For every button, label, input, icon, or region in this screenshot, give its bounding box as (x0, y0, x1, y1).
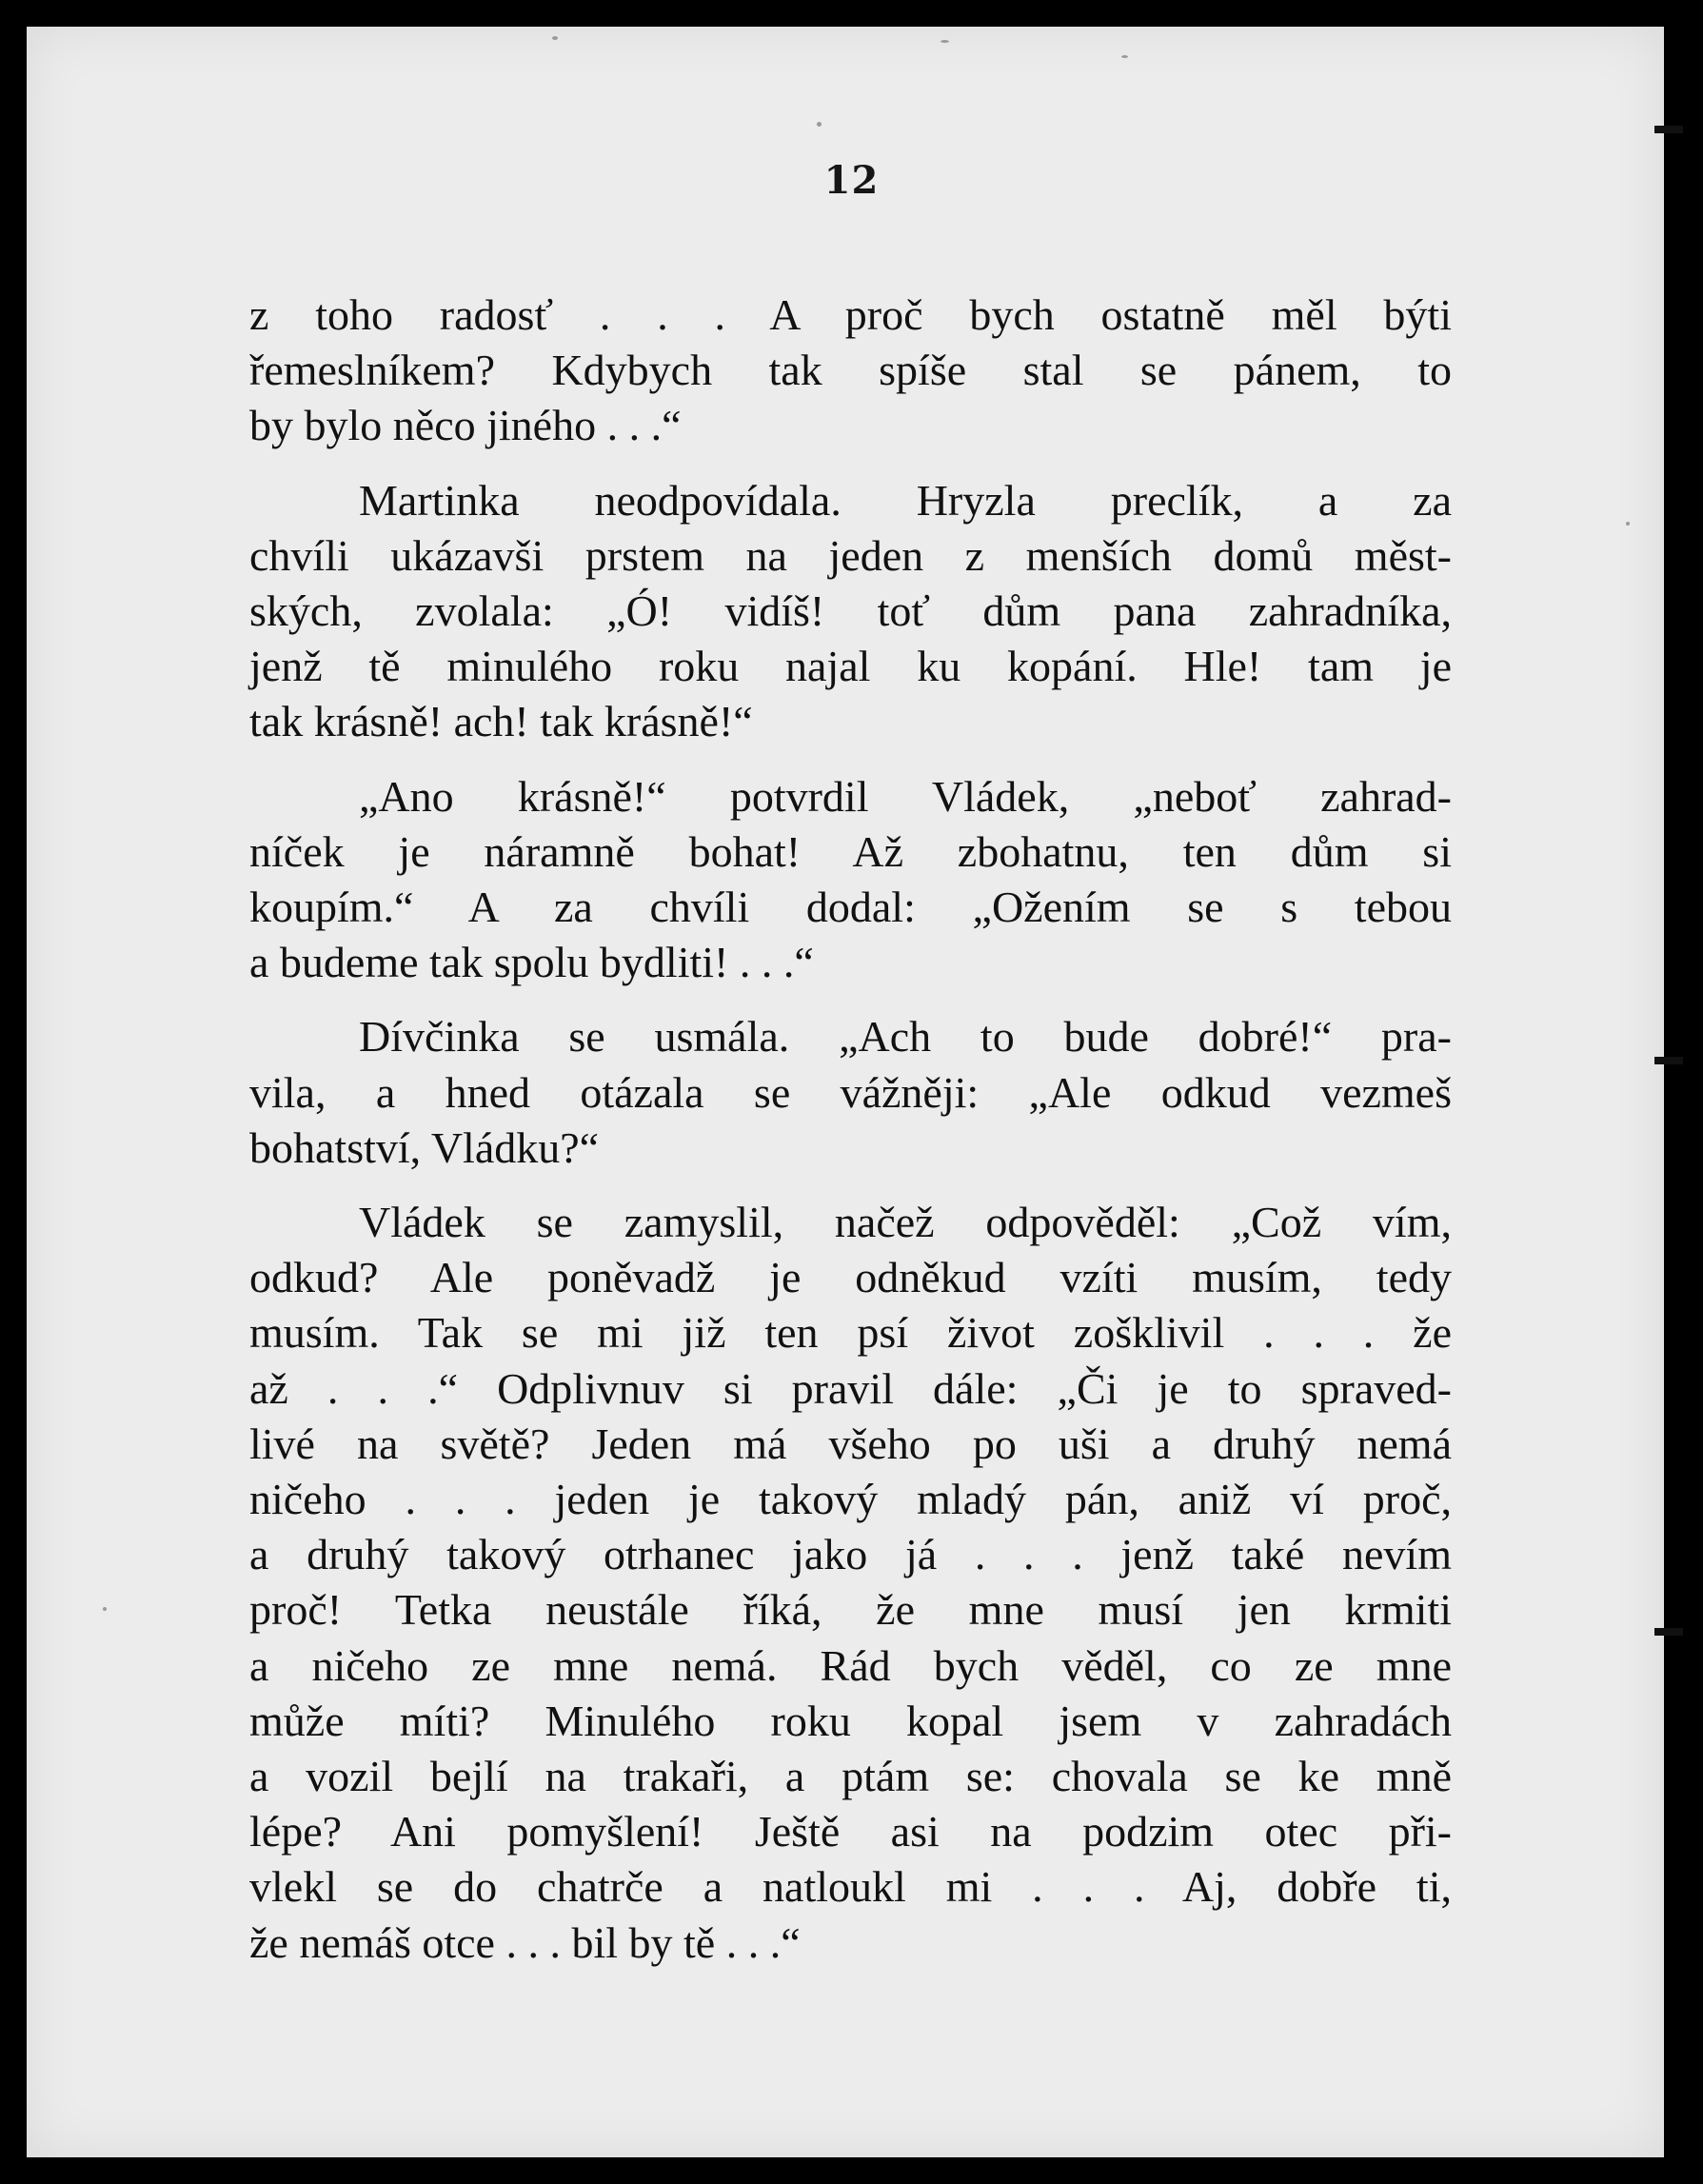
paragraph (249, 769, 1452, 991)
text-line: níček je náramně bohat! Až zbohatnu, ten dům si (249, 826, 1452, 876)
text-line: a ničeho ze mne nemá. Rád bych věděl, co ze mne (249, 1640, 1452, 1690)
paper-speck (1626, 522, 1630, 526)
text-line: „Ano krásně!“ potvrdil Vládek, „neboť zahrad- (359, 771, 1452, 821)
scan-edge-mark (1654, 126, 1683, 133)
text-line: proč! Tetka neustále říká, že mne musí jen krmiti (249, 1585, 1452, 1635)
paper-speck (103, 1607, 107, 1611)
text-line: tak krásně! ach! tak krásně!“ (249, 697, 753, 746)
paragraph (249, 1195, 1452, 1971)
text-line: ničeho . . . jeden je takový mladý pán, aniž ví proč, (249, 1475, 1452, 1524)
text-line: a budeme tak spolu bydliti! . . .“ (249, 938, 814, 987)
text-line: lépe? Ani pomyšlení! Ještě asi na podzim otec při- (249, 1807, 1452, 1856)
paper-speck (941, 40, 949, 43)
text-line: může míti? Minulého roku kopal jsem v zahradách (249, 1696, 1452, 1745)
text-line: Vládek se zamyslil, načež odpověděl: „Což vím, (359, 1198, 1452, 1247)
text-line: Dívčinka se usmála. „Ach to bude dobré!“ pra- (359, 1012, 1452, 1062)
paragraph (249, 473, 1452, 750)
paragraph (249, 288, 1452, 454)
text-line: by bylo něco jiného . . .“ (249, 401, 682, 450)
paper-speck (817, 122, 822, 127)
page-number: 12 (823, 158, 880, 203)
text-line: bohatství, Vládku?“ (249, 1122, 600, 1172)
text-line: koupím.“ A za chvíli dodal: „Ožením se s tebou (249, 883, 1452, 932)
paper-speck (1121, 55, 1128, 58)
text-line: musím. Tak se mi již ten psí život zošklivil . . . že (249, 1308, 1452, 1358)
text-line: řemeslníkem? Kdybych tak spíše stal se pánem, to (249, 346, 1452, 395)
text-line: a druhý takový otrhanec jako já . . . jenž také nevím (249, 1530, 1452, 1579)
text-line: vila, a hned otázala se vážněji: „Ale odkud vezmeš (249, 1067, 1452, 1117)
scan-border-right (1664, 0, 1703, 2184)
text-line: z toho radosť . . . A proč bych ostatně měl býti (249, 290, 1452, 339)
text-line: vlekl se do chatrče a natloukl mi . . . Aj, dobře ti, (249, 1862, 1452, 1912)
scan-edge-mark (1654, 1057, 1683, 1064)
text-line: a vozil bejlí na trakaři, a ptám se: chovala se ke mně (249, 1752, 1452, 1801)
paper-speck (552, 36, 558, 40)
text-line: ských, zvolala: „Ó! vidíš! toť dům pana zahradníka, (249, 586, 1452, 636)
text-line: že nemáš otce . . . bil by tě . . .“ (249, 1917, 801, 1967)
scan-edge-mark (1654, 1628, 1683, 1636)
paragraph (249, 1009, 1452, 1176)
text-line: chvíli ukázavši prstem na jeden z menších domů měst- (249, 530, 1452, 580)
text-line: odkud? Ale poněvadž je odněkud vzíti musím, tedy (249, 1253, 1452, 1302)
text-line: livé na světě? Jeden má všeho po uši a druhý nemá (249, 1419, 1452, 1468)
text-line: jenž tě minulého roku najal ku kopání. Hle! tam je (249, 642, 1452, 691)
body-text (249, 288, 1452, 1990)
text-line: až . . .“ Odplivnuv si pravil dále: „Či je to spraved- (249, 1363, 1452, 1413)
text-line: Martinka neodpovídala. Hryzla preclík, a za (359, 475, 1452, 525)
